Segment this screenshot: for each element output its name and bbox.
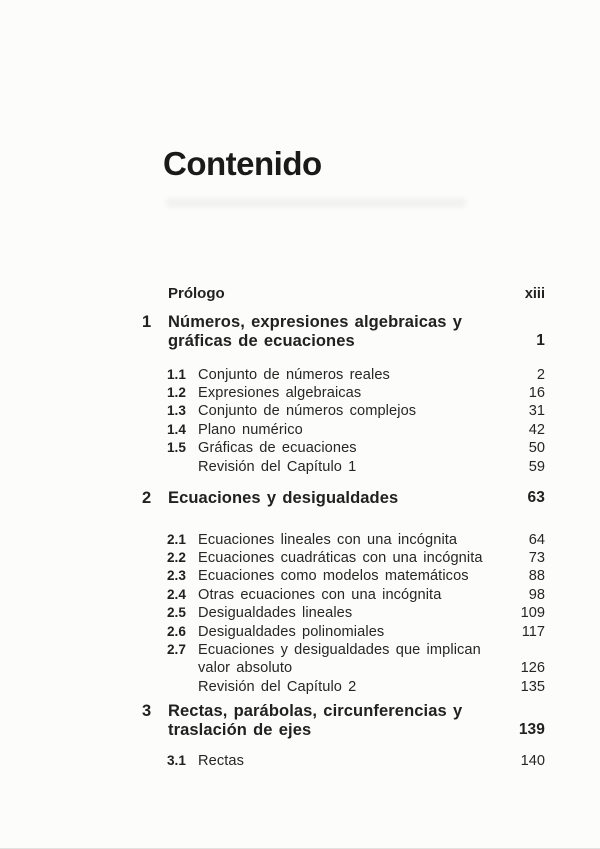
frontmatter-row: [142, 285, 545, 303]
section-number: 2.5: [167, 605, 186, 621]
section-number: 2.7: [167, 642, 186, 658]
frontmatter-page: xiii: [524, 286, 545, 302]
section-page: 126: [520, 660, 545, 677]
chapter-page: 63: [527, 489, 545, 507]
section-page: 135: [520, 678, 545, 695]
section-title: Desigualdades polinomiales: [198, 623, 385, 640]
section-row: [142, 439, 545, 457]
chapter-title-line: Números, expresiones algebraicas y: [168, 313, 463, 332]
section-row: [142, 366, 545, 384]
section-row: [142, 752, 545, 770]
section-number: 1.2: [167, 385, 186, 400]
section-title: Revisión del Capítulo 1: [198, 458, 357, 475]
section-title: Otras ecuaciones con una incógnita: [198, 586, 442, 603]
page-title: Contenido: [163, 145, 322, 182]
chapter-title-line: gráficas de ecuaciones: [168, 332, 355, 350]
section-title: Conjunto de números complejos: [198, 403, 417, 420]
section-title: Expresiones algebraicas: [198, 385, 362, 401]
section-page: 16: [528, 385, 545, 401]
section-title: Rectas: [198, 753, 245, 770]
section-title: Desigualdades lineales: [198, 605, 353, 622]
section-row: [142, 421, 545, 439]
chapter-title: [168, 702, 493, 739]
section-number: 1.3: [167, 403, 186, 419]
section-page: 98: [528, 586, 545, 603]
table-of-contents: [142, 285, 545, 771]
section-title: Ecuaciones y desigualdades que implican: [198, 642, 481, 659]
section-number: 2.3: [167, 568, 186, 584]
section-number: 2.6: [167, 623, 186, 639]
chapter-title: [168, 313, 493, 350]
section-page: [493, 641, 545, 659]
section-number: 3.1: [167, 753, 186, 769]
chapter-page: 1: [536, 332, 545, 349]
section-title: Ecuaciones cuadráticas con una incógnita: [198, 550, 483, 567]
section-page: 59: [528, 458, 545, 475]
section-number: 2.2: [167, 550, 186, 566]
section-title: Revisión del Capítulo 2: [198, 678, 357, 695]
section-row: [142, 604, 545, 622]
section-title: Gráficas de ecuaciones: [198, 440, 357, 457]
section-title: Plano numérico: [198, 421, 303, 438]
section-row: [142, 531, 545, 549]
section-title: Conjunto de números reales: [198, 366, 390, 383]
section-title: Ecuaciones lineales con una incógnita: [198, 531, 458, 548]
section-row: [142, 384, 545, 402]
chapter-number: 2: [142, 489, 152, 508]
frontmatter-label: Prólogo: [168, 285, 225, 302]
chapter-review-row: [142, 458, 545, 476]
section-row: [142, 402, 545, 420]
chapter-heading: [142, 313, 545, 350]
section-continuation-row: [142, 659, 545, 677]
section-number: 1.5: [167, 440, 186, 456]
chapter-title-line: Rectas, parábolas, circunferencias y: [168, 702, 463, 721]
section-row: [142, 567, 545, 585]
chapter-number: 1: [142, 313, 152, 332]
section-number: 1.1: [167, 366, 186, 382]
section-title: valor absoluto: [198, 660, 293, 677]
chapter-title: [168, 489, 493, 508]
section-number: 2.1: [167, 531, 186, 547]
section-page: 31: [528, 403, 545, 420]
chapter-sections: [142, 366, 545, 476]
chapter-heading: [142, 702, 545, 739]
chapter-sections: [142, 752, 545, 770]
section-page: 64: [528, 531, 545, 548]
ghost-text-showthrough: [166, 198, 466, 208]
chapter-review-row: [142, 678, 545, 696]
section-page: 42: [528, 421, 545, 438]
section-title: Ecuaciones como modelos matemáticos: [198, 568, 469, 585]
section-row: [142, 623, 545, 641]
section-page: 140: [520, 753, 545, 770]
section-page: 88: [528, 568, 545, 585]
section-page: 2: [536, 366, 545, 383]
chapter-title-line: traslación de ejes: [168, 720, 312, 739]
chapter-sections: [142, 531, 545, 697]
chapter-page: 139: [518, 720, 545, 738]
section-page: 109: [520, 605, 545, 622]
section-row: [142, 641, 545, 659]
chapter-number: 3: [142, 702, 152, 721]
section-page: 50: [528, 440, 545, 457]
section-page: 117: [521, 623, 545, 640]
chapter-title-line: Ecuaciones y desigualdades: [168, 489, 399, 508]
section-number: 1.4: [167, 421, 186, 437]
section-number: 2.4: [167, 586, 186, 602]
section-page: 73: [528, 550, 545, 567]
section-row: [142, 586, 545, 604]
section-row: [142, 549, 545, 567]
chapter-heading: [142, 489, 545, 508]
